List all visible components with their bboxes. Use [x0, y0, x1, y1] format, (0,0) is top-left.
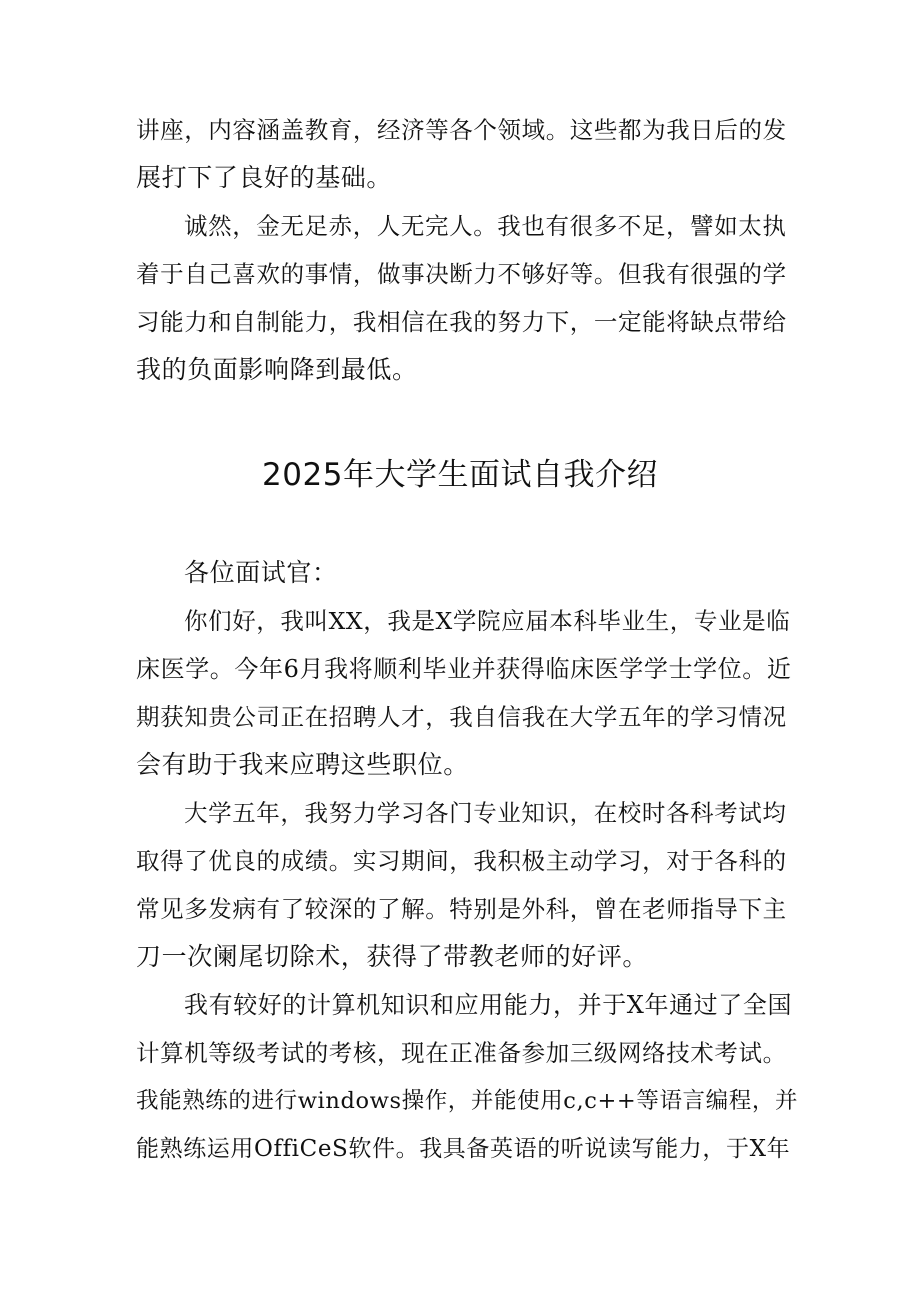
paragraph-line: 我的负面影响降到最低。 [136, 355, 418, 384]
paragraph-line: 期获知贵公司正在招聘人才，我自信我在大学五年的学习情况 [136, 703, 787, 731]
paragraph-line: 诚然，金无足赤，人无完人。我也有很多不足，譬如太执 [184, 212, 787, 240]
paragraph-line: 你们好，我叫XX，我是X学院应届本科毕业生，专业是临 [184, 607, 791, 635]
paragraph-line: 常见多发病有了较深的了解。特别是外科，曾在老师指导下主 [136, 895, 787, 923]
paragraph-line: 我有较好的计算机知识和应用能力，并于X年通过了全国 [184, 991, 793, 1019]
paragraph-line: 取得了优良的成绩。实习期间，我积极主动学习，对于各科的 [136, 847, 787, 875]
paragraph-line: 着于自己喜欢的事情，做事决断力不够好等。但我有很强的学 [136, 260, 787, 288]
paragraph-line: 我能熟练的进行windows操作，并能使用c,c++等语言编程，并 [136, 1088, 799, 1114]
paragraph-line: 讲座，内容涵盖教育，经济等各个领域。这些都为我日后的发 [136, 116, 787, 144]
paragraph-line: 展打下了良好的基础。 [136, 163, 393, 192]
paragraph-line: 能熟练运用OffiCeS软件。我具备英语的听说读写能力，于X年 [136, 1136, 791, 1162]
paragraph-line: 大学五年，我努力学习各门专业知识，在校时各科考试均 [184, 799, 787, 827]
paragraph-line: 计算机等级考试的考核，现在正准备参加三级网络技术考试。 [136, 1039, 787, 1067]
paragraph-line: 习能力和自制能力，我相信在我的努力下，一定能将缺点带给 [136, 308, 787, 336]
paragraph-line: 会有助于我来应聘这些职位。 [136, 750, 469, 779]
document-title: 2025年大学生面试自我介绍 [262, 457, 658, 493]
paragraph-line: 刀一次阑尾切除术，获得了带教老师的好评。 [136, 942, 649, 971]
paragraph-line: 床医学。今年6月我将顺利毕业并获得临床医学学士学位。近 [136, 655, 792, 683]
greeting: 各位面试官： [184, 558, 338, 587]
